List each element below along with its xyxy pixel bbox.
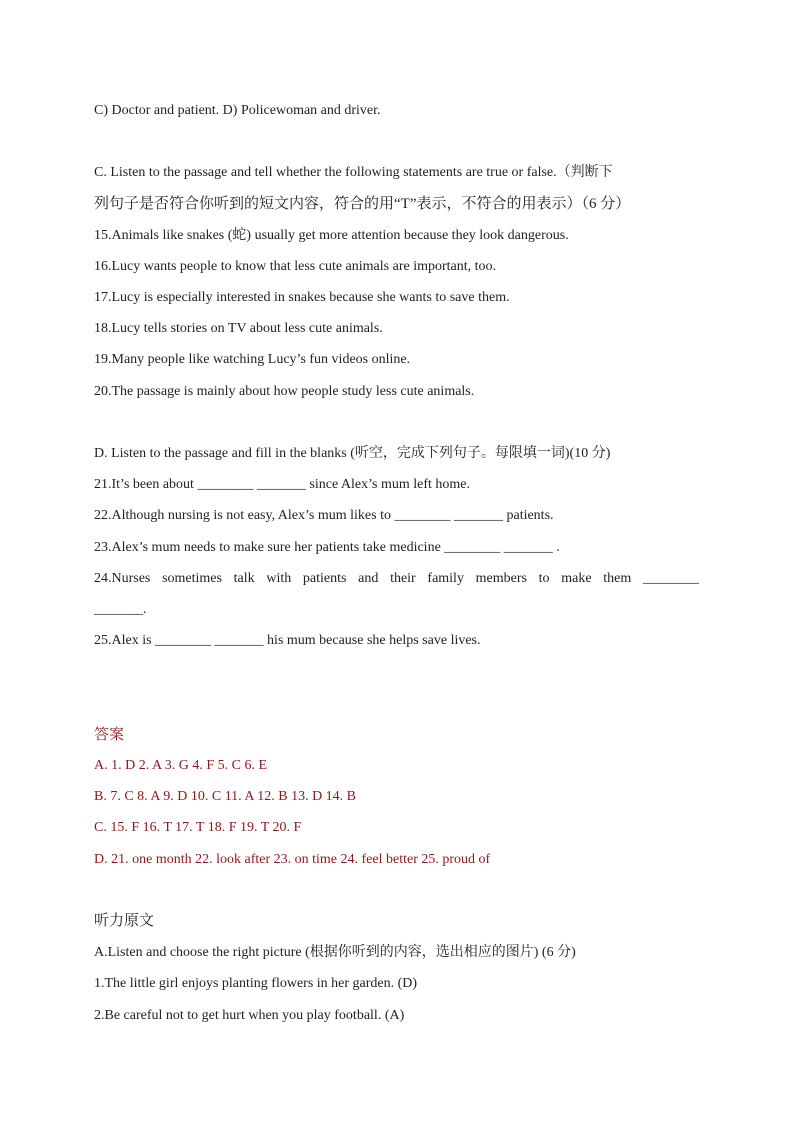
- question-24: [94, 569, 699, 589]
- q24-word: and: [358, 571, 379, 586]
- q24-word: to: [538, 571, 550, 586]
- question-21: 21.It’s been about ________ _______ since Alex’s mum left home.: [94, 477, 471, 492]
- transcript-title: 听力原文: [94, 913, 155, 929]
- question-24-cont: _______.: [94, 602, 147, 617]
- question-19: 19.Many people like watching Lucy’s fun videos online.: [94, 352, 411, 367]
- q24-word: patients: [302, 571, 347, 586]
- q24-word: them: [603, 571, 632, 586]
- transcript-line-1: 1.The little girl enjoys planting flowers in her garden. (D): [94, 976, 418, 991]
- answers-title: 答案: [94, 727, 125, 743]
- q24-word: with: [266, 571, 292, 586]
- q24-word: their: [390, 571, 416, 586]
- answers-b: B. 7. C 8. A 9. D 10. C 11. A 12. B 13. D 14. B: [94, 789, 357, 804]
- q24-word: family: [427, 571, 464, 586]
- q24-word: 24.Nurses: [94, 571, 151, 586]
- question-18: 18.Lucy tells stories on TV about less cute animals.: [94, 321, 383, 336]
- q24-word: talk: [233, 571, 255, 586]
- transcript-section-a: A.Listen and choose the right picture (根据你听到的内容，选出相应的图片) (6 分): [94, 945, 576, 960]
- q24-blank: ________: [642, 571, 699, 586]
- question-17: 17.Lucy is especially interested in snakes because she wants to save them.: [94, 290, 510, 305]
- question-15: 15.Animals like snakes (蛇) usually get more attention because they look dangerous.: [94, 228, 569, 243]
- question-25: 25.Alex is ________ _______ his mum because she helps save lives.: [94, 633, 481, 648]
- answers-a: A. 1. D 2. A 3. G 4. F 5. C 6. E: [94, 758, 268, 773]
- option-line-cd: C) Doctor and patient. D) Policewoman and driver.: [94, 103, 381, 118]
- section-d-heading: D. Listen to the passage and fill in the blanks (听空，完成下列句子。每限填一词)(10 分): [94, 446, 611, 461]
- section-c-heading: C. Listen to the passage and tell whether the following statements are true or false.（判断下: [94, 165, 613, 180]
- q24-word: members: [475, 571, 527, 586]
- question-23: 23.Alex’s mum needs to make sure her patients take medicine ________ _______ .: [94, 540, 560, 555]
- question-22: 22.Although nursing is not easy, Alex’s mum likes to ________ _______ patients.: [94, 508, 554, 523]
- q24-word: sometimes: [162, 571, 222, 586]
- answers-d: D. 21. one month 22. look after 23. on time 24. feel better 25. proud of: [94, 852, 491, 867]
- question-16: 16.Lucy wants people to know that less cute animals are important, too.: [94, 259, 497, 274]
- question-20: 20.The passage is mainly about how people study less cute animals.: [94, 384, 475, 399]
- section-c-heading-cont: 列句子是否符合你听到的短文内容，符合的用“T”表示，不符合的用表示）（6 分）: [94, 196, 631, 212]
- transcript-line-2: 2.Be careful not to get hurt when you play football. (A): [94, 1008, 405, 1023]
- q24-word: make: [561, 571, 592, 586]
- answers-c: C. 15. F 16. T 17. T 18. F 19. T 20. F: [94, 820, 302, 835]
